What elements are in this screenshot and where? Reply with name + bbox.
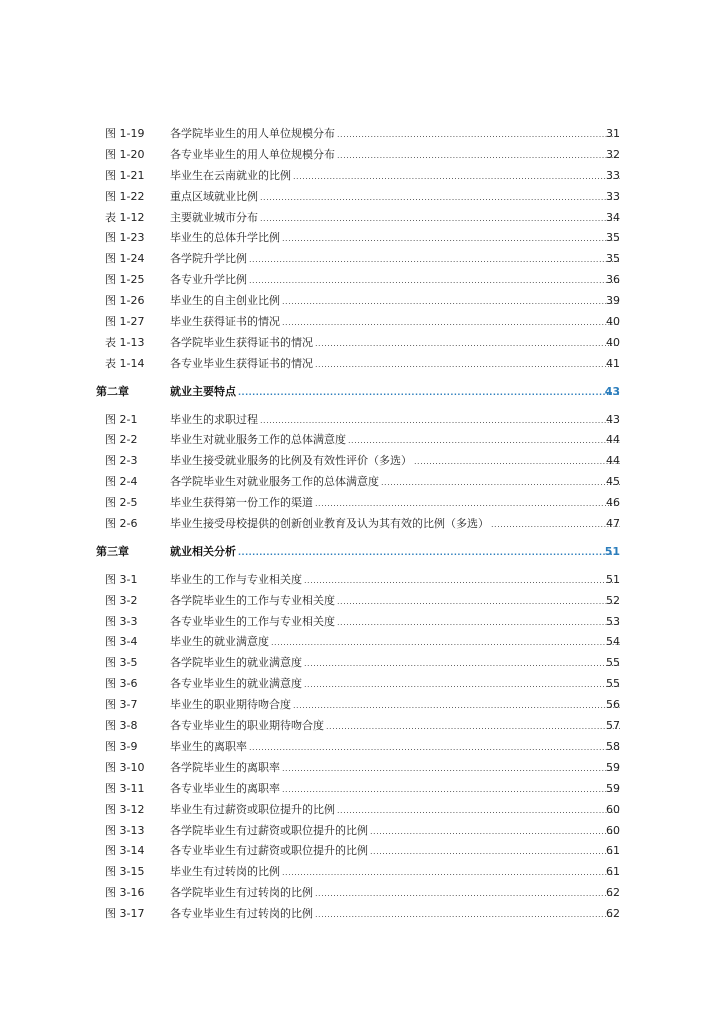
dot-leader <box>337 801 620 822</box>
toc-entry-title: 毕业生的总体升学比例 <box>170 231 280 245</box>
dot-leader <box>282 313 620 334</box>
toc-page-number: 47 <box>606 517 620 531</box>
toc-entry[interactable] <box>0 716 724 737</box>
toc-entry-title-line <box>170 612 620 634</box>
toc-entry-title-line <box>170 653 620 675</box>
toc-entry-title-line <box>170 591 620 613</box>
dot-leader <box>282 229 620 250</box>
toc-entry-label: 图 3-4 <box>105 635 138 649</box>
dot-leader <box>326 717 620 738</box>
toc-entry-label: 图 2-3 <box>105 454 138 468</box>
toc-entry-label: 图 1-21 <box>105 168 145 182</box>
toc-entry[interactable] <box>0 653 724 674</box>
dot-leader <box>315 334 620 355</box>
toc-entry-title-line <box>170 695 620 717</box>
toc-entry-title: 毕业生的工作与专业相关度 <box>170 572 302 586</box>
toc-entry-title-line <box>170 883 620 905</box>
toc-page-number: 62 <box>606 907 620 921</box>
toc-entry-label: 图 2-4 <box>105 475 138 489</box>
toc-page-number: 61 <box>606 844 620 858</box>
toc-entry-label: 图 3-13 <box>105 823 145 837</box>
toc-page-number: 59 <box>606 760 620 774</box>
toc-entry-label: 表 1-13 <box>105 335 145 349</box>
toc-page-number: 45 <box>606 475 620 489</box>
toc-entry-title-line <box>170 904 620 926</box>
dot-leader <box>249 250 620 271</box>
toc-entry[interactable] <box>0 612 724 633</box>
toc-entry-label: 图 3-14 <box>105 844 145 858</box>
toc-entry-label: 第二章 <box>96 384 129 398</box>
toc-page-number: 57 <box>606 719 620 733</box>
dot-leader <box>282 780 620 801</box>
toc-entry[interactable] <box>0 410 724 431</box>
dot-leader <box>293 167 620 188</box>
toc-entry[interactable] <box>0 270 724 291</box>
toc-entry-title: 各专业毕业生的工作与专业相关度 <box>170 614 335 628</box>
dot-leader <box>282 863 620 884</box>
toc-entry-label: 图 3-1 <box>105 572 138 586</box>
toc-page-number: 58 <box>606 739 620 753</box>
toc-entry-label: 图 1-22 <box>105 189 145 203</box>
toc-entry-label: 图 1-23 <box>105 231 145 245</box>
toc-entry-label: 图 2-5 <box>105 496 138 510</box>
toc-entry-title-line <box>170 249 620 271</box>
toc-page-number: 62 <box>606 886 620 900</box>
toc-entry-title: 各专业毕业生的就业满意度 <box>170 677 302 691</box>
toc-entry-title-line <box>170 514 620 536</box>
toc-entry-label: 图 3-2 <box>105 593 138 607</box>
toc-entry-title: 毕业生对就业服务工作的总体满意度 <box>170 433 346 447</box>
toc-entry-title-line <box>170 187 620 209</box>
toc-page-number: 56 <box>606 698 620 712</box>
toc-entry[interactable] <box>0 208 724 229</box>
dot-leader <box>315 884 620 905</box>
toc-entry-title-line <box>170 493 620 515</box>
toc-entry-label: 图 1-20 <box>105 147 145 161</box>
toc-entry-label: 图 1-24 <box>105 252 145 266</box>
dot-leader <box>414 452 620 473</box>
toc-entry-title-line <box>170 570 620 592</box>
toc-entry-title: 毕业生的离职率 <box>170 739 247 753</box>
toc-entry[interactable] <box>0 291 724 312</box>
dot-leader <box>249 738 620 759</box>
toc-entry-label: 图 3-10 <box>105 760 145 774</box>
toc-entry-title: 各专业升学比例 <box>170 273 247 287</box>
toc-entry-title: 各学院毕业生获得证书的情况 <box>170 335 313 349</box>
toc-entry-title: 重点区域就业比例 <box>170 189 258 203</box>
toc-entry-label: 图 1-19 <box>105 127 145 140</box>
toc-entry-title: 毕业生的自主创业比例 <box>170 294 280 308</box>
toc-entry[interactable] <box>0 124 724 145</box>
toc-entry-label: 表 1-12 <box>105 210 145 224</box>
toc-entry-title: 毕业生有过薪资或职位提升的比例 <box>170 802 335 816</box>
toc-entry-label: 图 1-26 <box>105 294 145 308</box>
toc-entry[interactable] <box>0 312 724 333</box>
table-of-contents <box>0 124 724 925</box>
toc-entry-title: 各专业毕业生的职业期待吻合度 <box>170 719 324 733</box>
dot-leader <box>249 271 620 292</box>
toc-entry-title-line <box>170 333 620 355</box>
toc-entry-title: 各学院毕业生的工作与专业相关度 <box>170 593 335 607</box>
toc-page-number: 60 <box>606 802 620 816</box>
toc-entry[interactable] <box>0 228 724 249</box>
toc-entry-title-line <box>170 716 620 738</box>
toc-entry-label: 图 1-25 <box>105 273 145 287</box>
dot-leader <box>348 431 620 452</box>
toc-entry-title-line <box>170 382 620 404</box>
toc-entry-title-line <box>170 472 620 494</box>
toc-entry-title-line <box>170 354 620 376</box>
dot-leader <box>370 822 620 843</box>
toc-entry-title: 毕业生获得证书的情况 <box>170 315 280 329</box>
toc-page-number: 35 <box>606 231 620 245</box>
toc-entry-title-line <box>170 166 620 188</box>
toc-entry[interactable] <box>0 451 724 472</box>
toc-entry-label: 图 3-17 <box>105 907 145 921</box>
toc-entry-title-line <box>170 841 620 863</box>
toc-page-number: 34 <box>606 210 620 224</box>
toc-entry-title-line <box>170 674 620 696</box>
toc-entry-title: 各学院毕业生的用人单位规模分布 <box>170 127 335 140</box>
toc-entry-title: 各学院毕业生的离职率 <box>170 760 280 774</box>
dot-leader <box>381 473 620 494</box>
toc-page-number: 46 <box>606 496 620 510</box>
toc-entry-title-line <box>170 542 620 564</box>
toc-entry-title-line <box>170 758 620 780</box>
toc-entry-title: 就业相关分析 <box>170 544 236 558</box>
toc-entry-title: 各学院毕业生对就业服务工作的总体满意度 <box>170 475 379 489</box>
toc-entry-label: 图 2-1 <box>105 412 138 426</box>
toc-entry[interactable] <box>0 883 724 904</box>
toc-entry-title: 主要就业城市分布 <box>170 210 258 224</box>
dot-leader <box>315 355 620 376</box>
toc-entry-label: 第三章 <box>96 544 129 558</box>
dot-leader <box>337 146 620 167</box>
dot-leader <box>337 592 620 613</box>
toc-entry-title: 各学院毕业生的就业满意度 <box>170 656 302 670</box>
dot-leader <box>304 654 620 675</box>
toc-page-number: 31 <box>606 127 620 140</box>
toc-entry-label: 图 3-7 <box>105 698 138 712</box>
toc-entry[interactable] <box>0 166 724 187</box>
dot-leader <box>337 125 620 146</box>
toc-entry[interactable] <box>0 514 724 535</box>
toc-page-number: 51 <box>604 544 620 558</box>
toc-entry-title-line <box>170 312 620 334</box>
toc-entry-title-line <box>170 228 620 250</box>
toc-entry-label: 图 3-12 <box>105 802 145 816</box>
toc-entry-title-line <box>170 145 620 167</box>
toc-entry-label: 图 3-5 <box>105 656 138 670</box>
toc-entry[interactable] <box>0 695 724 716</box>
toc-entry[interactable] <box>0 758 724 779</box>
toc-page-number: 55 <box>606 677 620 691</box>
toc-entry-title-line <box>170 291 620 313</box>
toc-entry-label: 图 3-9 <box>105 739 138 753</box>
toc-entry[interactable] <box>0 493 724 514</box>
toc-page-number: 59 <box>606 781 620 795</box>
toc-entry[interactable] <box>0 904 724 925</box>
toc-page-number: 35 <box>606 252 620 266</box>
dot-leader <box>304 675 620 696</box>
toc-page-number: 55 <box>606 656 620 670</box>
dot-leader <box>293 696 620 717</box>
toc-entry[interactable] <box>0 737 724 758</box>
toc-entry-title: 各学院毕业生有过转岗的比例 <box>170 886 313 900</box>
toc-entry[interactable] <box>0 430 724 451</box>
toc-page-number: 53 <box>606 614 620 628</box>
toc-page-number: 43 <box>606 412 620 426</box>
toc-entry[interactable] <box>0 779 724 800</box>
toc-entry-title: 各专业毕业生有过薪资或职位提升的比例 <box>170 844 368 858</box>
toc-entry-title: 各学院毕业生有过薪资或职位提升的比例 <box>170 823 368 837</box>
toc-entry-title: 毕业生有过转岗的比例 <box>170 865 280 879</box>
dot-leader <box>260 209 620 230</box>
dot-leader <box>370 842 620 863</box>
toc-entry-title: 毕业生在云南就业的比例 <box>170 168 291 182</box>
toc-entry-title: 毕业生的就业满意度 <box>170 635 269 649</box>
toc-entry[interactable] <box>0 591 724 612</box>
toc-page-number: 39 <box>606 294 620 308</box>
toc-entry[interactable] <box>0 862 724 883</box>
toc-entry-label: 图 3-15 <box>105 865 145 879</box>
toc-page-number: 61 <box>606 865 620 879</box>
toc-entry[interactable] <box>0 249 724 270</box>
toc-entry[interactable] <box>0 821 724 842</box>
dot-leader <box>282 759 620 780</box>
dot-leader <box>271 633 620 654</box>
toc-entry-label: 图 3-11 <box>105 781 145 795</box>
toc-page-number: 51 <box>606 572 620 586</box>
toc-entry-title-line <box>170 632 620 654</box>
toc-entry-label: 图 3-3 <box>105 614 138 628</box>
toc-entry-title: 毕业生的求职过程 <box>170 412 258 426</box>
toc-entry[interactable] <box>0 674 724 695</box>
toc-page-number: 41 <box>606 356 620 370</box>
toc-entry-label: 图 2-2 <box>105 433 138 447</box>
toc-entry-label: 图 3-8 <box>105 719 138 733</box>
dot-leader <box>260 188 620 209</box>
dot-leader <box>337 613 620 634</box>
toc-page-number: 43 <box>604 384 620 398</box>
toc-entry-title: 毕业生获得第一份工作的渠道 <box>170 496 313 510</box>
toc-entry-title: 毕业生接受母校提供的创新创业教育及认为其有效的比例（多选） <box>170 517 489 531</box>
toc-page-number: 36 <box>606 273 620 287</box>
toc-entry-label: 图 1-27 <box>105 315 145 329</box>
toc-entry[interactable] <box>0 800 724 821</box>
toc-entry-title-line <box>170 430 620 452</box>
dot-leader <box>315 905 620 926</box>
toc-entry-title: 各专业毕业生的用人单位规模分布 <box>170 147 335 161</box>
toc-entry-title-line <box>170 821 620 843</box>
toc-entry-title-line <box>170 208 620 230</box>
toc-page-number: 54 <box>606 635 620 649</box>
toc-entry[interactable] <box>0 354 724 375</box>
dot-leader <box>260 411 620 432</box>
toc-entry[interactable] <box>0 570 724 591</box>
toc-entry-title: 就业主要特点 <box>170 384 236 398</box>
toc-entry-label: 图 3-16 <box>105 886 145 900</box>
toc-entry-title-line <box>170 451 620 473</box>
toc-entry-title-line <box>170 270 620 292</box>
toc-page-number: 40 <box>606 315 620 329</box>
toc-entry[interactable] <box>0 145 724 166</box>
toc-page-number: 60 <box>606 823 620 837</box>
toc-chapter-heading[interactable] <box>0 542 724 563</box>
toc-entry-title-line <box>170 737 620 759</box>
toc-page-number: 33 <box>606 168 620 182</box>
toc-entry-title-line <box>170 410 620 432</box>
dot-leader <box>238 383 620 404</box>
toc-entry-title: 各专业毕业生有过转岗的比例 <box>170 907 313 921</box>
toc-page-number: 44 <box>606 454 620 468</box>
dot-leader <box>238 543 620 564</box>
toc-chapter-heading[interactable] <box>0 382 724 403</box>
toc-entry-title: 各学院升学比例 <box>170 252 247 266</box>
toc-entry-label: 图 2-6 <box>105 517 138 531</box>
toc-entry-title-line <box>170 124 620 146</box>
toc-entry-title-line <box>170 779 620 801</box>
toc-page-number: 33 <box>606 189 620 203</box>
dot-leader <box>315 494 620 515</box>
toc-entry[interactable] <box>0 187 724 208</box>
toc-page-number: 44 <box>606 433 620 447</box>
toc-entry-title-line <box>170 800 620 822</box>
toc-entry[interactable] <box>0 333 724 354</box>
toc-entry-title: 各专业毕业生获得证书的情况 <box>170 356 313 370</box>
toc-entry[interactable] <box>0 841 724 862</box>
toc-entry-title: 毕业生的职业期待吻合度 <box>170 698 291 712</box>
toc-page-number: 40 <box>606 335 620 349</box>
toc-entry-label: 表 1-14 <box>105 356 145 370</box>
dot-leader <box>304 571 620 592</box>
toc-entry-title-line <box>170 862 620 884</box>
toc-entry[interactable] <box>0 632 724 653</box>
toc-entry-title: 各专业毕业生的离职率 <box>170 781 280 795</box>
toc-entry[interactable] <box>0 472 724 493</box>
toc-entry-title: 毕业生接受就业服务的比例及有效性评价（多选） <box>170 454 412 468</box>
toc-page-number: 52 <box>606 593 620 607</box>
toc-page-number: 32 <box>606 147 620 161</box>
dot-leader <box>282 292 620 313</box>
toc-entry-label: 图 3-6 <box>105 677 138 691</box>
